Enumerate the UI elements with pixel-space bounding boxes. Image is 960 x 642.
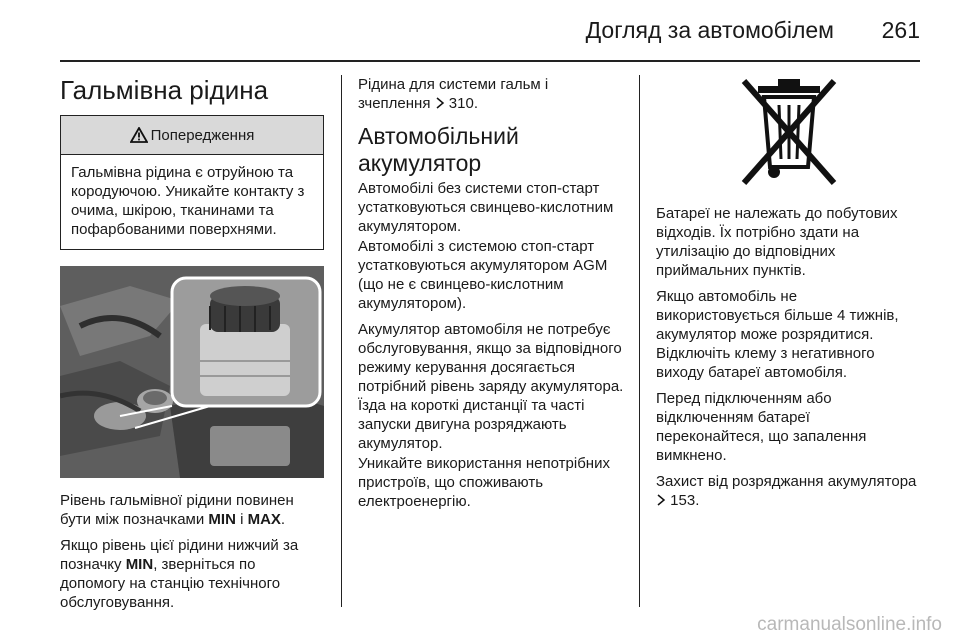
page-number: 261 xyxy=(881,17,920,43)
warning-text: Гальмівна рідина є отруйною та кородуючою. Уникайте контакту з очима, шкірою, тканинами та пофарбованими поверхнями. xyxy=(71,164,305,238)
paragraph-battery-3: Акумулятор автомобіля не потребує обслуговування, якщо за відповідного режиму керування досягається потрібний рівень заряду акумулятора. Їзда на короткі дистанції та часті запуски двигуна розряджають акумулятор. xyxy=(358,321,624,452)
column-3 xyxy=(656,75,922,517)
warning-box xyxy=(60,115,324,250)
column-2 xyxy=(358,75,624,518)
page-reference[interactable]: 310. xyxy=(448,95,478,112)
paragraph-disposal: Батареї не належать до побутових відходів. Їх потрібно здати на утилізацію до відповідних приймальних пунктів. xyxy=(656,205,898,279)
page-reference-arrow-icon xyxy=(656,494,666,506)
column-divider xyxy=(341,75,342,607)
text: , зверніться по допомогу на станцію технічного обслуговування. xyxy=(60,556,281,611)
brake-fluid-reservoir-photo xyxy=(60,266,324,478)
page-reference-arrow-icon xyxy=(435,97,445,109)
paragraph-level xyxy=(60,491,324,529)
paragraph-battery-2: Автомобілі з системою стоп-старт устатковуються акумулятором AGM (що не є свинцево-кислотним акумулятором). xyxy=(358,238,608,312)
min-mark: MIN xyxy=(208,511,236,528)
page-header xyxy=(60,0,920,62)
text: . xyxy=(280,511,286,528)
paragraph-low-level xyxy=(60,536,324,612)
min-mark: MIN xyxy=(125,556,154,573)
text: Рівень гальмівної рідини повинен бути між позначками xyxy=(60,492,294,528)
watermark: carmanualsonline.info xyxy=(757,614,942,635)
warning-header xyxy=(61,116,323,155)
header-title: Догляд за автомобілем xyxy=(585,17,834,43)
warning-triangle-icon xyxy=(130,127,148,143)
column-1 xyxy=(60,75,324,619)
max-mark: MAX xyxy=(247,511,281,528)
paragraph-storage: Якщо автомобіль не використовується більше 4 тижнів, акумулятор може розрядитися. Відключіть клему з негативного виходу батареї автомобіля. xyxy=(656,288,899,381)
text: Рідина для системи гальм і зчеплення xyxy=(358,76,549,112)
section-heading-battery: Автомобільний акумулятор xyxy=(358,123,519,176)
paragraph-battery-4: Уникайте використання непотрібних пристроїв, що споживають електроенергію. xyxy=(358,455,610,510)
paragraph-battery-1: Автомобілі без системи стоп-старт устатковуються свинцево-кислотним акумулятором. xyxy=(358,180,614,235)
page-reference[interactable]: 153. xyxy=(670,492,700,509)
section-heading-brake-fluid: Гальмівна рідина xyxy=(60,75,269,105)
paragraph-intro xyxy=(358,75,624,113)
text: Захист від розряджання акумулятора xyxy=(656,473,917,490)
column-divider xyxy=(639,75,640,607)
crossed-out-bin-icon xyxy=(734,75,844,190)
text: і xyxy=(235,511,248,528)
warning-label: Попередження xyxy=(150,126,255,144)
paragraph-ignition: Перед підключенням або відключенням батареї переконайтеся, що запалення вимкнено. xyxy=(656,390,867,464)
text: Якщо рівень цієї рідини нижчий за позначку xyxy=(60,537,299,573)
paragraph-discharge-protection xyxy=(656,472,922,510)
